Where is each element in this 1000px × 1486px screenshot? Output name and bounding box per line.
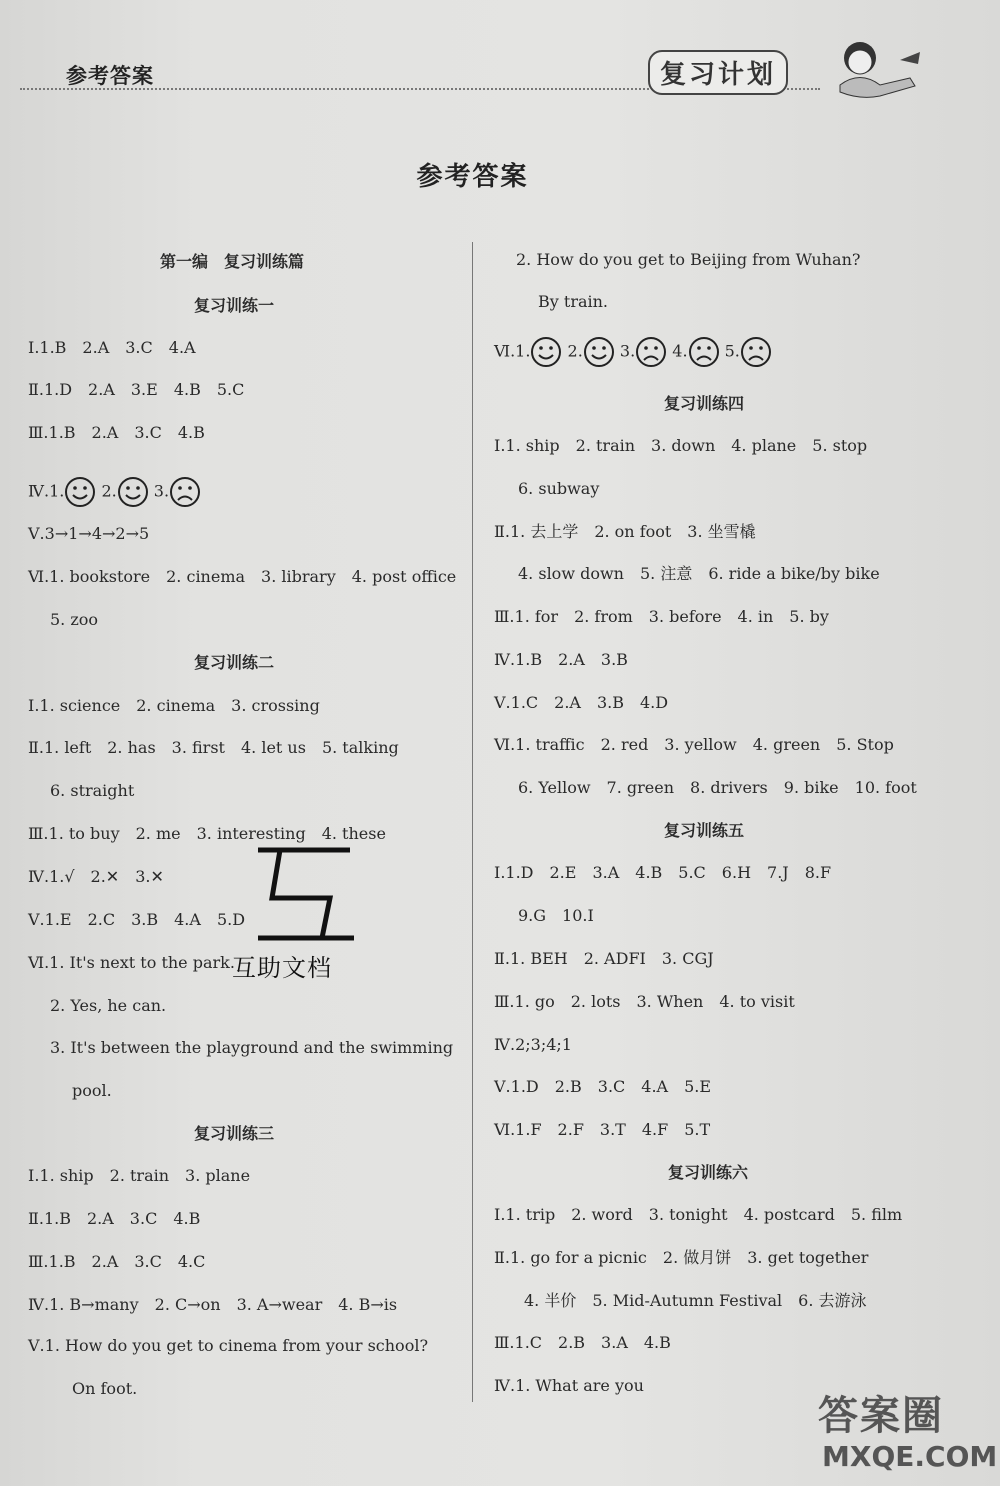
- answer-line: Ⅵ.1.F 2.F 3.T 4.F 5.T: [494, 1120, 711, 1139]
- smiley-happy-icon: [530, 336, 562, 368]
- part-title: 第一编 复习训练篇: [160, 252, 305, 271]
- answer-line: Ⅳ.1.B 2.A 3.B: [494, 650, 628, 669]
- answer-line: Ⅲ.1. go 2. lots 3. When 4. to visit: [494, 992, 795, 1011]
- answer-number: 2.: [101, 481, 117, 501]
- answer-number: 3.: [153, 481, 170, 501]
- smiley-sad-icon: [740, 336, 772, 368]
- answer-line: pool.: [72, 1081, 112, 1100]
- column-divider: [472, 242, 473, 1402]
- answer-number: 4.: [672, 341, 688, 361]
- answer-line: Ⅴ.1.E 2.C 3.B 4.A 5.D: [28, 910, 246, 929]
- header-right-title: 复习计划: [648, 50, 788, 95]
- answer-line: Ⅰ.1.D 2.E 3.A 4.B 5.C 6.H 7.J 8.F: [494, 863, 832, 882]
- smiley-happy-icon: [117, 476, 149, 508]
- smiley-sad-icon: [635, 336, 667, 368]
- answer-line-faces: [28, 476, 201, 508]
- smiley-sad-icon: [688, 336, 720, 368]
- answer-line: Ⅵ.1. traffic 2. red 3. yellow 4. green 5. Stop: [494, 735, 894, 754]
- answer-line: Ⅳ.2;3;4;1: [494, 1035, 572, 1054]
- answer-line: By train.: [538, 292, 609, 311]
- section-title-6: 复习训练六: [668, 1163, 749, 1182]
- answer-number: 3.: [619, 341, 636, 361]
- watermark-text: 互助文档: [232, 954, 332, 982]
- answer-line: 2. How do you get to Beijing from Wuhan?: [516, 250, 861, 269]
- answer-number: Ⅳ.1.: [28, 481, 65, 501]
- answer-line: Ⅳ.1. What are you: [494, 1376, 644, 1395]
- answer-number: Ⅵ.1.: [494, 341, 531, 361]
- section-title-2: 复习训练二: [194, 653, 275, 672]
- answer-line: Ⅰ.1.B 2.A 3.C 4.A: [28, 338, 196, 357]
- answer-line: Ⅰ.1. trip 2. word 3. tonight 4. postcard 5. film: [494, 1205, 903, 1224]
- answer-line: 4. 半价 5. Mid-Autumn Festival 6. 去游泳: [524, 1291, 867, 1310]
- smiley-sad-icon: [169, 476, 201, 508]
- answer-line: 3. It's between the playground and the swimming: [50, 1038, 454, 1057]
- answer-line: Ⅰ.1. science 2. cinema 3. crossing: [28, 696, 320, 715]
- answer-line: On foot.: [72, 1379, 138, 1398]
- answer-number: 2.: [567, 341, 583, 361]
- answer-line: Ⅲ.1.B 2.A 3.C 4.B: [28, 423, 205, 442]
- answer-line: Ⅲ.1.C 2.B 3.A 4.B: [494, 1333, 671, 1352]
- answer-line: 6. straight: [50, 781, 135, 800]
- answer-line: Ⅳ.1. B→many 2. C→on 3. A→wear 4. B→is: [28, 1295, 398, 1314]
- answer-line: Ⅱ.1.D 2.A 3.E 4.B 5.C: [28, 380, 245, 399]
- answer-line: Ⅱ.1. left 2. has 3. first 4. let us 5. talking: [28, 738, 399, 757]
- section-title-3: 复习训练三: [194, 1124, 275, 1143]
- watermark-stamp-icon: [250, 842, 360, 942]
- answer-line: 6. Yellow 7. green 8. drivers 9. bike 10. foot: [518, 778, 917, 797]
- page-title: 参考答案: [416, 162, 529, 192]
- answer-line: Ⅴ.1.C 2.A 3.B 4.D: [494, 693, 669, 712]
- answer-line: Ⅵ.1. bookstore 2. cinema 3. library 4. post office: [28, 567, 457, 586]
- answer-line: Ⅲ.1. for 2. from 3. before 4. in 5. by: [494, 607, 829, 626]
- answer-line: 9.G 10.I: [518, 906, 594, 925]
- answer-line: Ⅵ.1. It's next to the park.: [28, 953, 235, 972]
- answer-line: Ⅱ.1.B 2.A 3.C 4.B: [28, 1209, 201, 1228]
- section-title-4: 复习训练四: [664, 394, 745, 413]
- smiley-happy-icon: [64, 476, 96, 508]
- corner-logo-url: MXQE.COM: [822, 1440, 998, 1473]
- header-left-title: 参考答案: [66, 63, 154, 88]
- answer-line: Ⅱ.1. go for a picnic 2. 做月饼 3. get together: [494, 1248, 869, 1267]
- answer-line: Ⅱ.1. 去上学 2. on foot 3. 坐雪橇: [494, 522, 756, 541]
- section-title-1: 复习训练一: [194, 296, 275, 315]
- answer-line: 2. Yes, he can.: [50, 996, 167, 1015]
- answer-line: Ⅲ.1.B 2.A 3.C 4.C: [28, 1252, 206, 1271]
- reading-girl-icon: [820, 30, 930, 100]
- answer-line: 4. slow down 5. 注意 6. ride a bike/by bike: [518, 564, 880, 583]
- answer-line: Ⅴ.1.D 2.B 3.C 4.A 5.E: [494, 1077, 712, 1096]
- answer-line: Ⅴ.3→1→4→2→5: [28, 524, 150, 543]
- corner-logo-text: 答案圈: [818, 1393, 944, 1439]
- answer-line: Ⅴ.1. How do you get to cinema from your school?: [28, 1336, 429, 1355]
- answer-line-faces: [494, 336, 772, 368]
- answer-line: Ⅱ.1. BEH 2. ADFI 3. CGJ: [494, 949, 714, 968]
- answer-line: 6. subway: [518, 479, 600, 498]
- answer-number: 5.: [724, 341, 740, 361]
- answer-line: 5. zoo: [50, 610, 99, 629]
- answer-line: Ⅰ.1. ship 2. train 3. plane: [28, 1166, 251, 1185]
- smiley-happy-icon: [583, 336, 615, 368]
- section-title-5: 复习训练五: [664, 821, 745, 840]
- answer-line: Ⅲ.1. to buy 2. me 3. interesting 4. these: [28, 824, 386, 843]
- answer-line: Ⅳ.1.√ 2.✕ 3.✕: [28, 867, 164, 886]
- answer-line: Ⅰ.1. ship 2. train 3. down 4. plane 5. stop: [494, 436, 868, 455]
